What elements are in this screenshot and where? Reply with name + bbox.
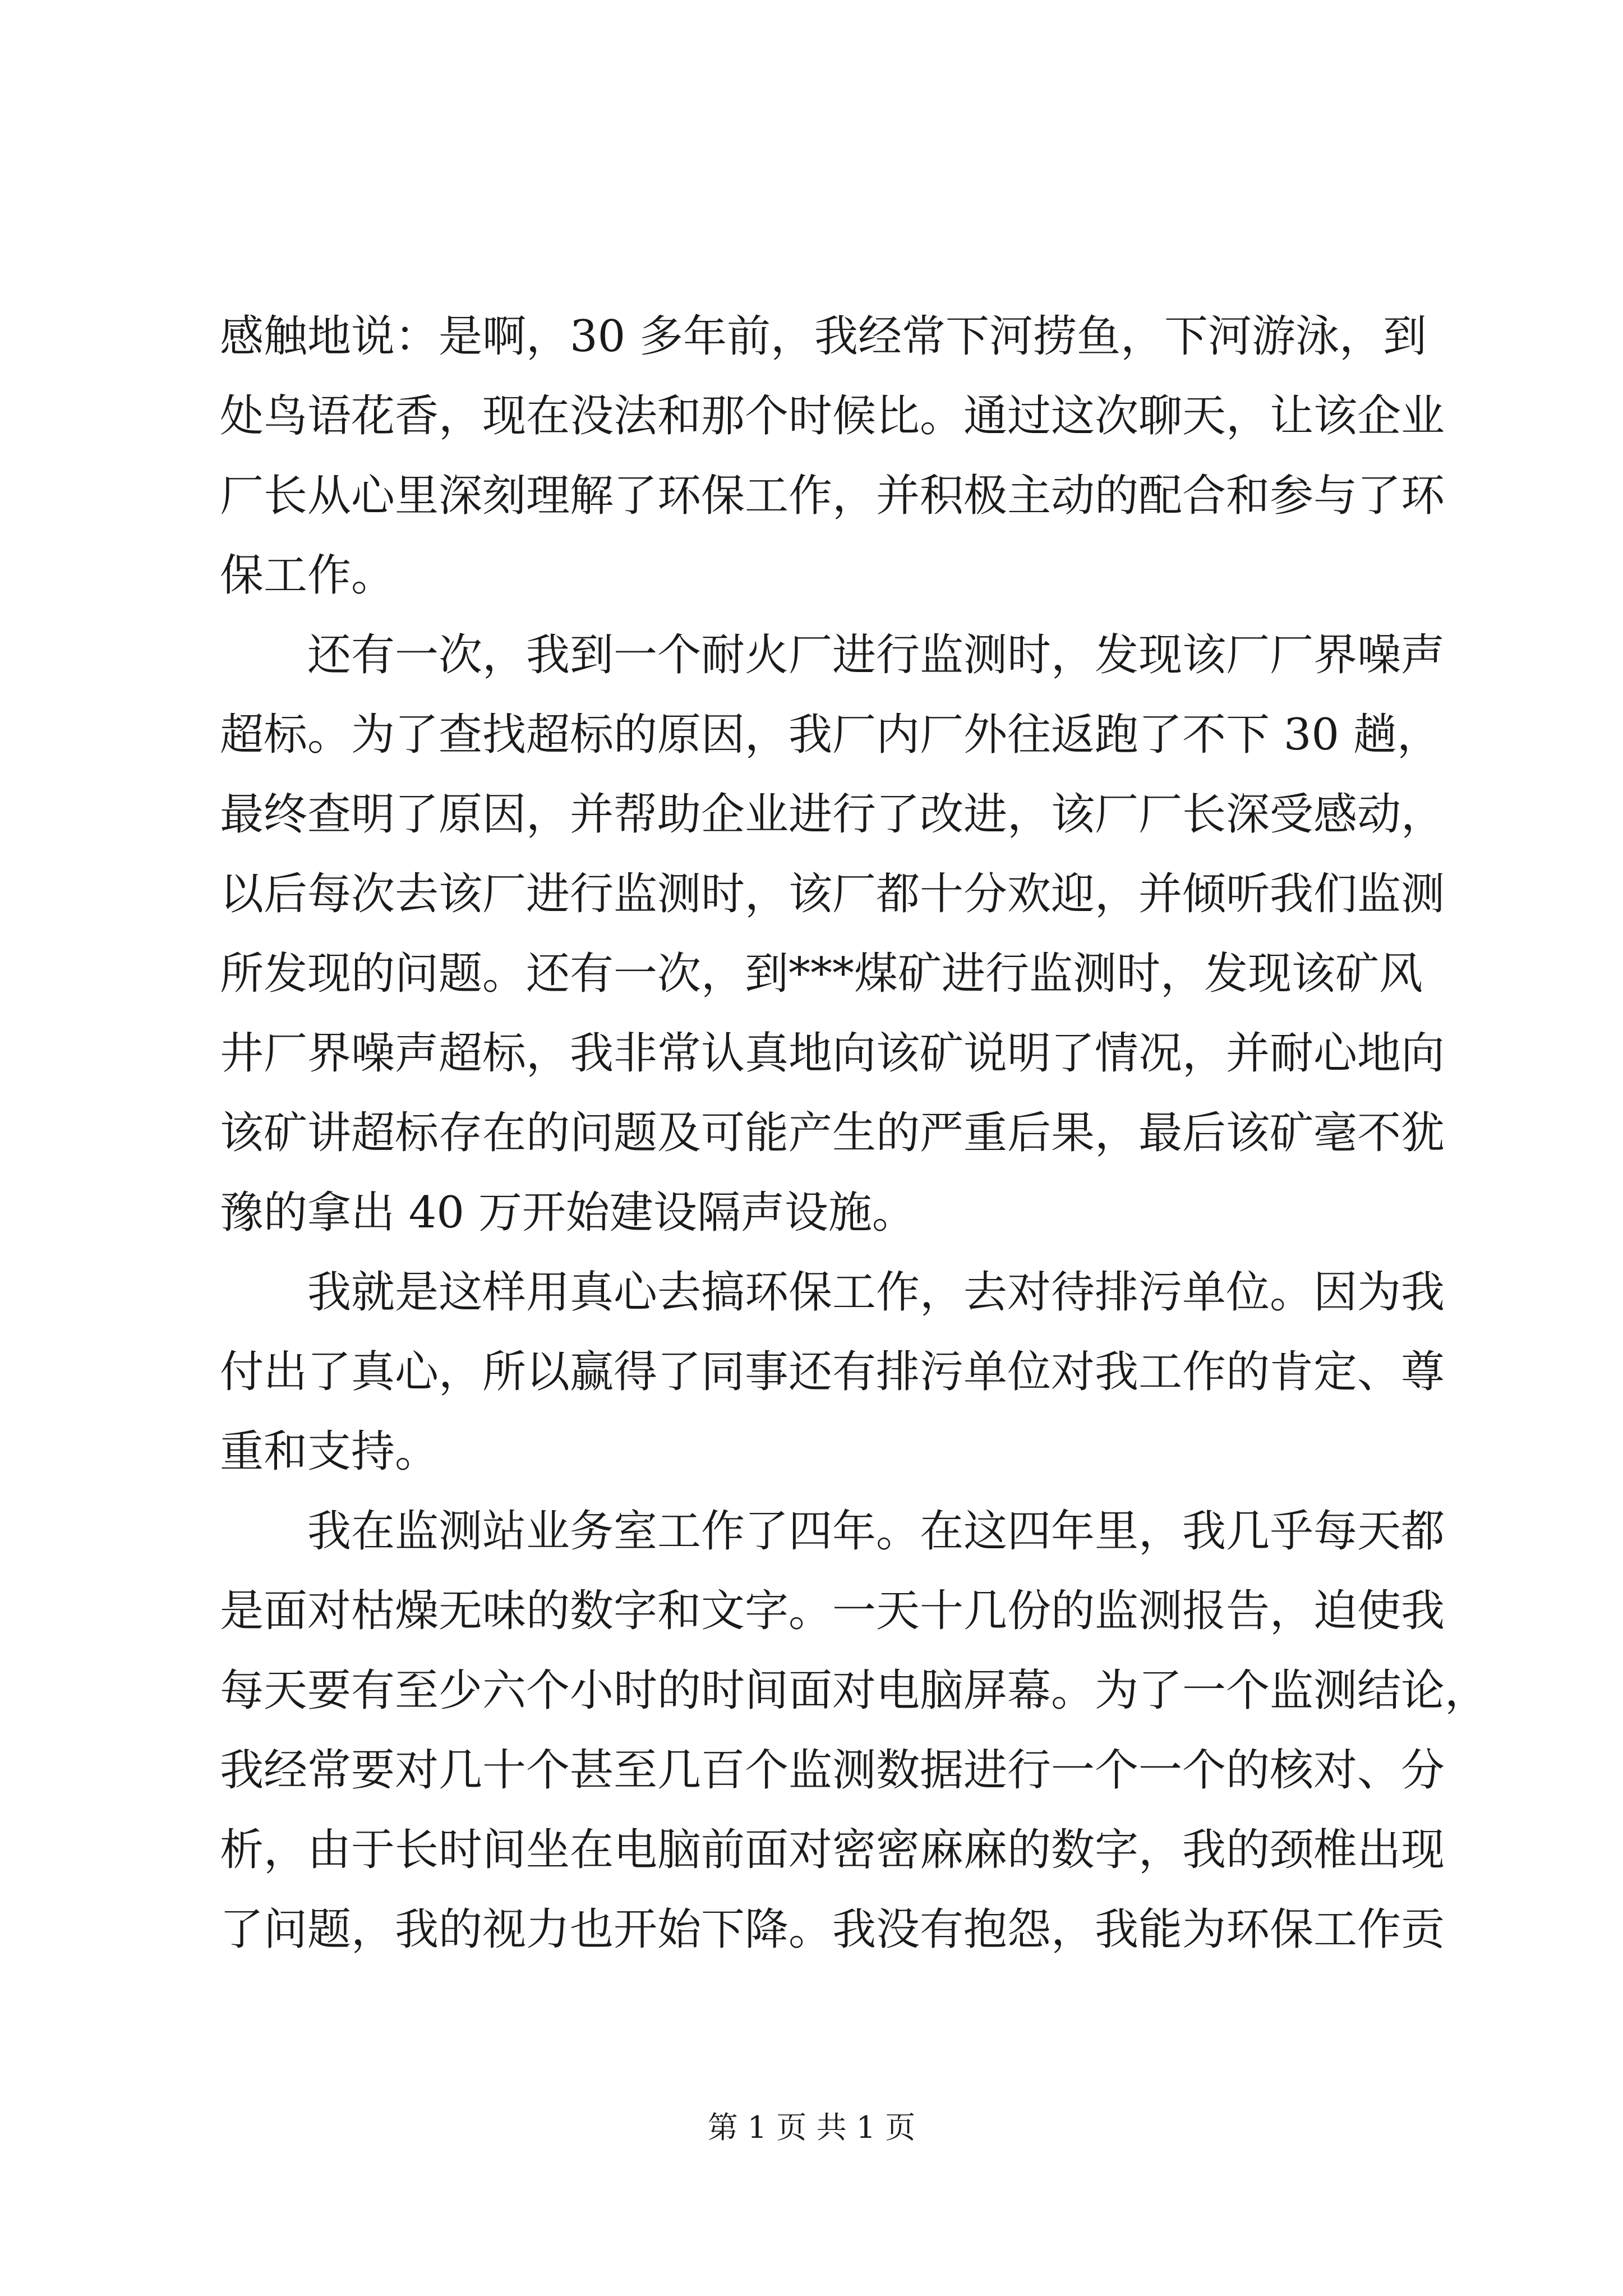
text-line: 感触地说：是啊，30 多年前，我经常下河捞鱼，下河游泳，到 bbox=[220, 311, 1427, 362]
text-line: 我经常要对几十个甚至几百个监测数据进行一个一个的核对、分 bbox=[220, 1745, 1445, 1796]
text-line: 付出了真心，所以赢得了同事还有排污单位对我工作的肯定、尊 bbox=[220, 1347, 1445, 1397]
text-line: 处鸟语花香，现在没法和那个时候比。通过这次聊天，让该企业 bbox=[220, 391, 1445, 441]
text-line: 是面对枯燥无味的数字和文字。一天十几份的监测报告，迫使我 bbox=[220, 1586, 1445, 1636]
document-body bbox=[220, 297, 1623, 1970]
text-line: 豫的拿出 40 万开始建设隔声设施。 bbox=[220, 1188, 916, 1238]
text-line: 超标。为了查找超标的原因，我厂内厂外往返跑了不下 30 趟， bbox=[220, 710, 1441, 760]
text-line: 最终查明了原因，并帮助企业进行了改进，该厂厂长深受感动， bbox=[220, 789, 1445, 840]
text-line: 所发现的问题。还有一次，到***煤矿进行监测时，发现该矿风 bbox=[220, 949, 1423, 999]
text-line: 重和支持。 bbox=[220, 1427, 439, 1477]
text-line: 我就是这样用真心去搞环保工作，去对待排污单位。因为我 bbox=[220, 1267, 1445, 1318]
text-line: 该矿讲超标存在的问题及可能产生的严重后果，最后该矿毫不犹 bbox=[220, 1108, 1445, 1158]
text-line: 厂长从心里深刻理解了环保工作，并积极主动的配合和参与了环 bbox=[220, 471, 1445, 521]
text-line: 了问题，我的视力也开始下降。我没有抱怨，我能为环保工作贡 bbox=[220, 1904, 1445, 1955]
text-line: 井厂界噪声超标，我非常认真地向该矿说明了情况，并耐心地向 bbox=[220, 1028, 1445, 1079]
text-line: 每天要有至少六个小时的时间面对电脑屏幕。为了一个监测结论， bbox=[220, 1665, 1489, 1716]
text-line: 还有一次，我到一个耐火厂进行监测时，发现该厂厂界噪声 bbox=[220, 630, 1445, 680]
text-line: 析，由于长时间坐在电脑前面对密密麻麻的数字，我的颈椎出现 bbox=[220, 1825, 1445, 1875]
text-line: 保工作。 bbox=[220, 550, 395, 601]
page-footer: 第 1 页 共 1 页 bbox=[707, 2110, 916, 2145]
text-line: 以后每次去该厂进行监测时，该厂都十分欢迎，并倾听我们监测 bbox=[220, 869, 1445, 919]
text-line: 我在监测站业务室工作了四年。在这四年里，我几乎每天都 bbox=[220, 1506, 1445, 1557]
